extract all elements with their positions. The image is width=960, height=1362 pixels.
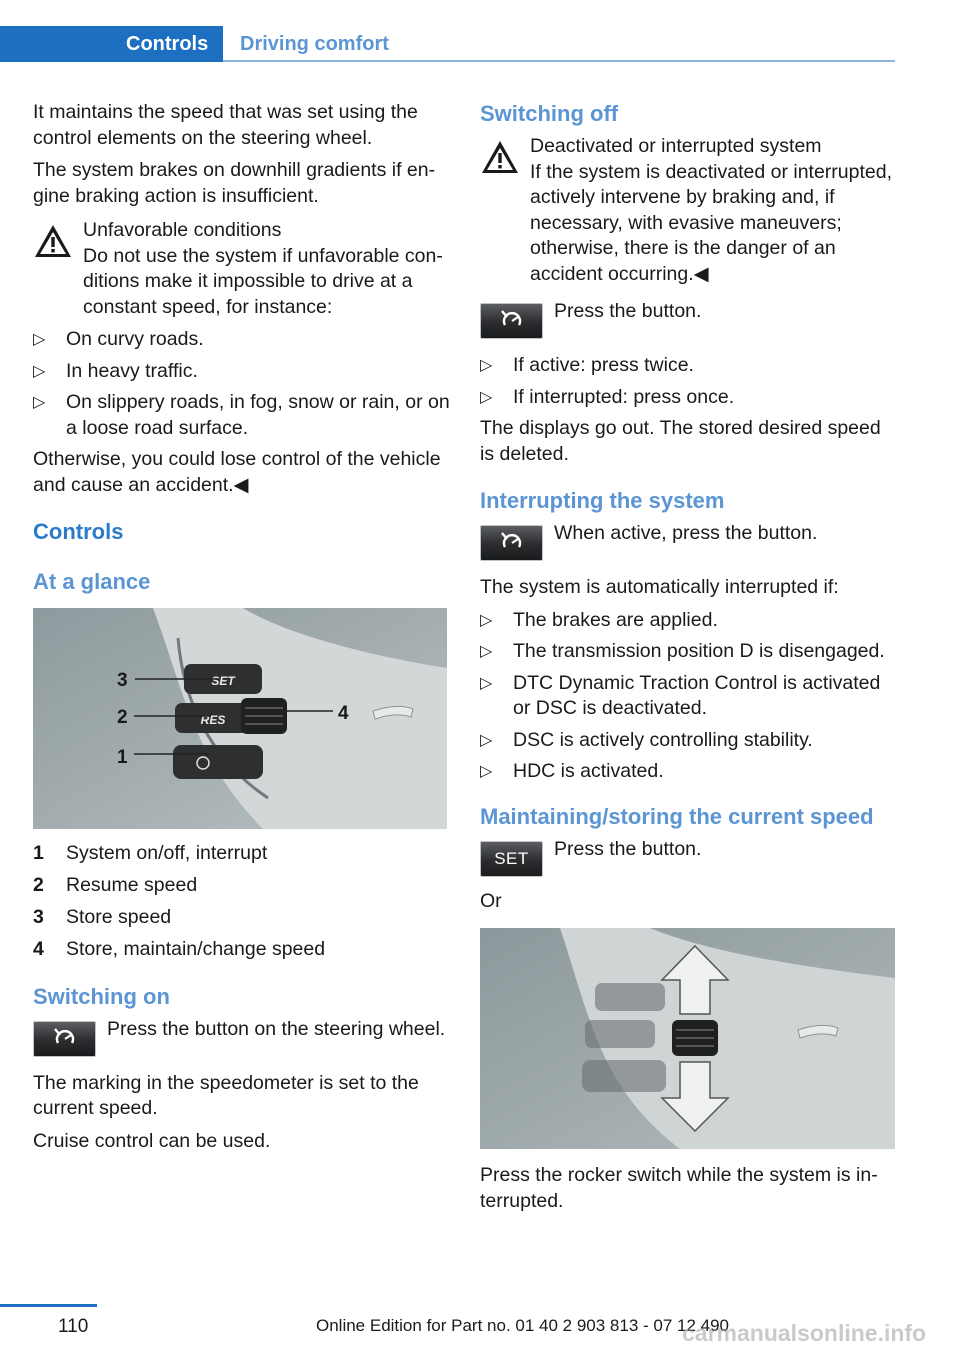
edition-note: Online Edition for Part no. 01 40 2 903 813 - 07 12 490 <box>316 1316 730 1335</box>
cruise-control-icon <box>492 307 532 335</box>
triangle-bullet-icon: ▷ <box>33 362 46 380</box>
legend-text: System on/off, interrupt <box>66 842 268 864</box>
list-item-text: The transmission position D is disengaged. <box>513 640 885 662</box>
paragraph: The marking in the speedometer is set to the current speed. <box>33 1071 419 1119</box>
paragraph: The system brakes on downhill gradients if en‐gine braking action is insufficient. <box>33 159 436 207</box>
switch-on-instruction <box>33 1017 451 1061</box>
legend-number: 3 <box>33 906 44 928</box>
warning-block <box>33 218 451 320</box>
switch-off-instruction <box>480 299 898 343</box>
warning-block <box>480 134 898 287</box>
instruction-text: Press the button on the steering wheel. <box>107 1017 446 1040</box>
footer-rule <box>0 1304 97 1307</box>
list-item-text: If active: press twice. <box>513 354 694 376</box>
heading-controls: Controls <box>33 519 124 544</box>
svg-text:1: 1 <box>117 747 128 768</box>
triangle-bullet-icon: ▷ <box>480 611 493 629</box>
steering-wheel-illustration <box>33 608 447 829</box>
tab-controls[interactable]: Controls <box>0 26 223 62</box>
interrupt-instruction <box>480 521 898 565</box>
paragraph: The displays go out. The stored desired speed is deleted. <box>480 417 881 465</box>
left-column <box>33 100 451 1161</box>
switch-off-list <box>480 353 898 410</box>
svg-text:3: 3 <box>117 670 128 691</box>
list-item <box>33 359 451 385</box>
legend-number: 1 <box>33 842 44 864</box>
cruise-control-button <box>480 303 543 339</box>
list-item <box>480 728 898 754</box>
svg-text:RES: RES <box>200 713 226 727</box>
heading-switching-on: Switching on <box>33 983 170 1009</box>
paragraph: It maintains the speed that was set using the control elements on the steering wheel. <box>33 101 418 149</box>
list-item-text: If interrupted: press once. <box>513 385 735 408</box>
figure-legend <box>33 841 451 963</box>
legend-text: Store, maintain/change speed <box>66 938 326 960</box>
svg-text:4: 4 <box>338 703 349 724</box>
instruction-text: Press the button. <box>554 300 702 322</box>
legend-text: Resume speed <box>66 874 198 896</box>
triangle-bullet-icon: ▷ <box>480 731 493 749</box>
paragraph: Cruise control can be used. <box>33 1129 271 1152</box>
svg-text:2: 2 <box>117 707 128 728</box>
heading-interrupting: Interrupting the system <box>480 488 725 513</box>
list-item-text: HDC is activated. <box>513 760 664 782</box>
triangle-bullet-icon: ▷ <box>480 674 493 692</box>
cruise-control-icon <box>492 529 532 557</box>
list-item <box>33 327 451 353</box>
svg-text:SET: SET <box>211 674 235 688</box>
list-item-text: In heavy traffic. <box>66 359 198 382</box>
legend-text: Store speed <box>66 906 172 928</box>
heading-maintaining: Maintaining/storing the current speed <box>480 803 874 829</box>
triangle-bullet-icon: ▷ <box>480 763 493 780</box>
legend-item <box>33 841 451 867</box>
instruction-text: Press the button. <box>554 837 702 860</box>
page-number: 110 <box>58 1316 89 1337</box>
watermark: carmanualsonline.info <box>682 1320 927 1346</box>
steering-wheel-figure <box>33 608 447 829</box>
legend-number: 2 <box>33 874 44 896</box>
triangle-bullet-icon: ▷ <box>33 331 46 348</box>
warning-body: Do not use the system if unfavorable con‐ditions make it impossible to drive at a constant speed, for instance: <box>83 244 443 318</box>
legend-item <box>33 905 451 931</box>
condition-list <box>33 327 451 441</box>
list-item <box>480 608 898 634</box>
list-item <box>480 671 898 722</box>
page-header <box>0 26 895 62</box>
paragraph-or: Or <box>480 889 502 912</box>
warning-title: Unfavorable conditions <box>83 219 282 241</box>
set-instruction <box>480 837 898 881</box>
list-item <box>33 390 451 441</box>
list-item-text: On slippery roads, in fog, snow or rain, or on a loose road surface. <box>66 391 450 439</box>
heading-at-a-glance: At a glance <box>33 569 151 594</box>
right-column <box>480 100 898 1221</box>
rocker-switch-figure <box>480 928 895 1149</box>
heading-switching-off: Switching off <box>480 101 619 126</box>
legend-number: 4 <box>33 938 44 960</box>
header-rule <box>223 60 895 62</box>
paragraph: The system is automatically interrupted if: <box>480 576 839 598</box>
warning-icon <box>480 138 520 176</box>
triangle-bullet-icon: ▷ <box>480 357 493 374</box>
legend-item <box>33 937 451 963</box>
warning-title: Deactivated or interrupted system <box>530 135 822 157</box>
warning-body: If the system is deactivated or interrupted, actively intervene by braking and, if necessary, with evasive maneuvers; otherwise, there is the danger of an accident occurring.◀ <box>530 160 893 285</box>
set-button: SET <box>480 841 543 877</box>
triangle-bullet-icon: ▷ <box>33 394 46 411</box>
tab-driving-comfort[interactable]: Driving comfort <box>240 33 389 55</box>
list-item <box>480 759 898 785</box>
warning-text <box>480 160 898 288</box>
warning-icon <box>33 222 73 260</box>
list-item-text: On curvy roads. <box>66 328 204 350</box>
triangle-bullet-icon: ▷ <box>480 388 493 406</box>
list-item-text: DTC Dynamic Traction Control is activated or DSC is deactivated. <box>513 671 881 719</box>
legend-item <box>33 873 451 899</box>
list-item-text: DSC is actively controlling stability. <box>513 728 813 751</box>
warning-text <box>33 244 451 321</box>
auto-interrupt-list <box>480 608 898 785</box>
paragraph: Press the rocker switch while the system is in‐terrupted. <box>480 1164 878 1212</box>
list-item <box>480 639 898 665</box>
rocker-switch-illustration <box>480 928 895 1149</box>
cruise-control-button <box>480 525 543 561</box>
cruise-control-button <box>33 1021 96 1057</box>
list-item <box>480 385 898 411</box>
paragraph: Otherwise, you could lose control of the vehicle and cause an accident.◀ <box>33 448 441 496</box>
triangle-bullet-icon: ▷ <box>480 643 493 660</box>
list-item <box>480 353 898 379</box>
list-item-text: The brakes are applied. <box>513 608 718 631</box>
instruction-text: When active, press the button. <box>554 522 818 544</box>
cruise-control-icon <box>45 1025 85 1053</box>
